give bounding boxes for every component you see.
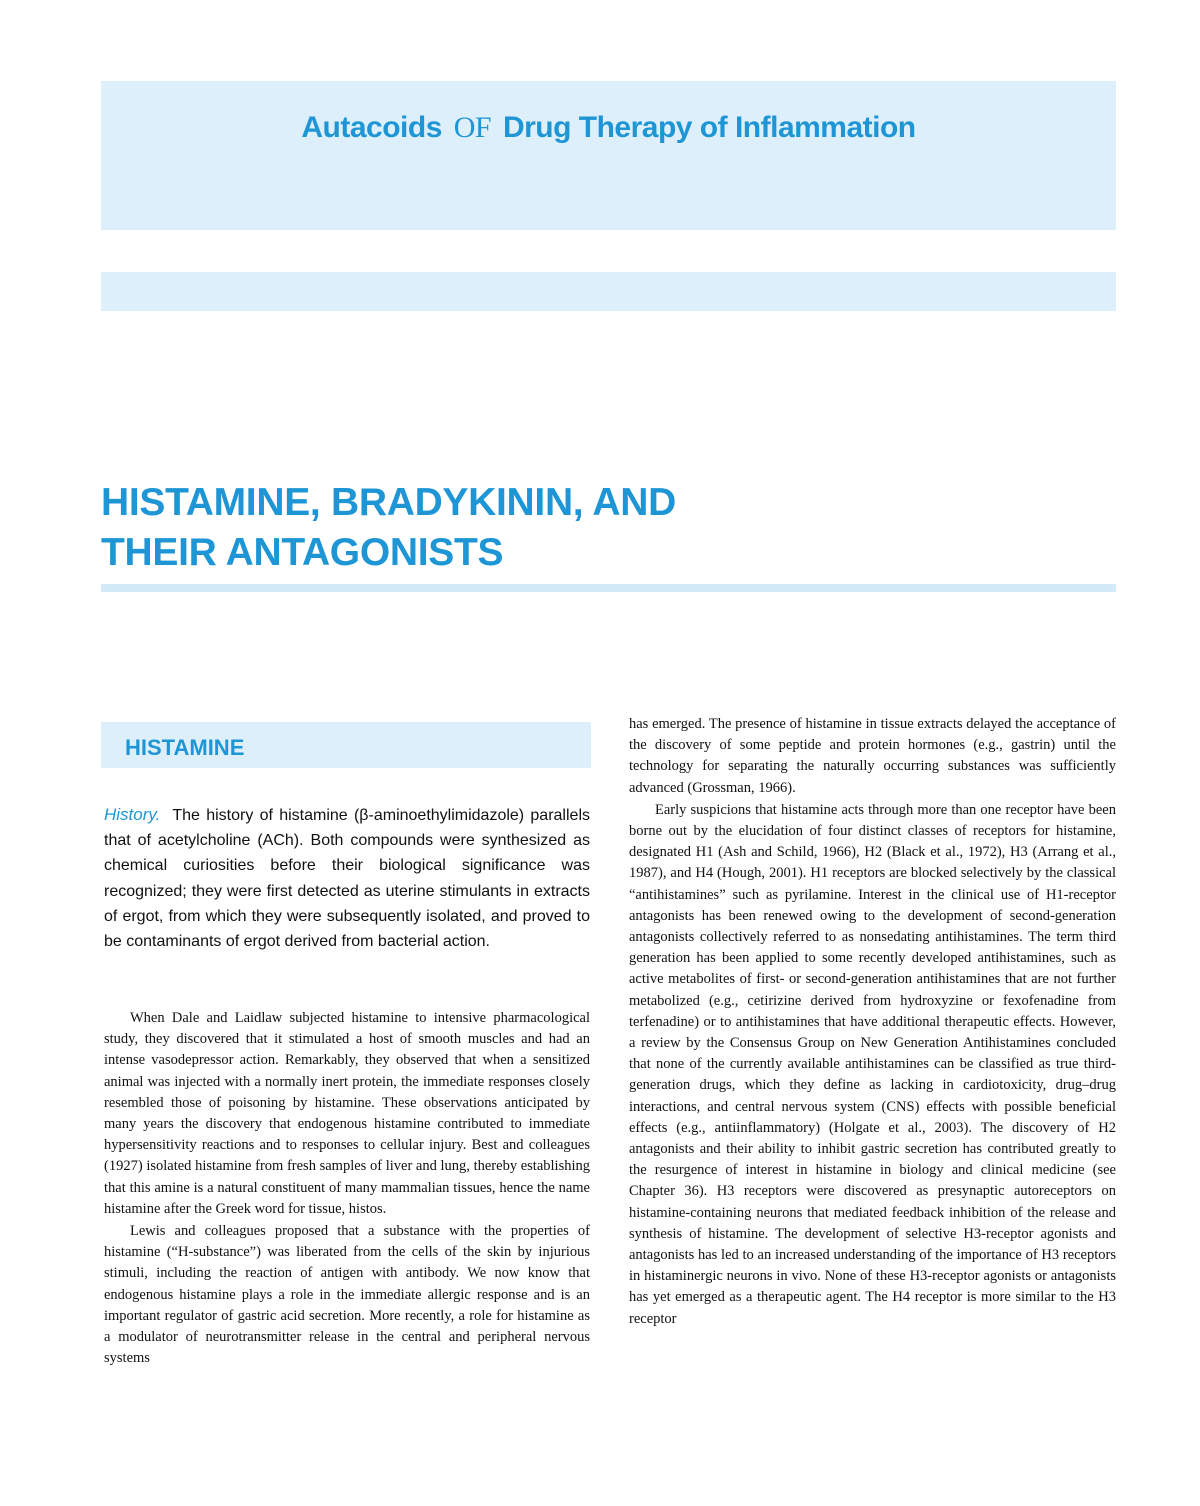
chapter-title	[101, 478, 1116, 578]
left-column-body	[104, 1008, 590, 1370]
decorative-band	[101, 272, 1116, 311]
part-title-a: Autacoids	[301, 111, 442, 144]
left-paragraph-2: Lewis and colleagues proposed that a substance with the properties of histamine (“H-substance”) was liberated from the cells of the skin by injurious stimuli, including the reaction of antigen with antibody. We now know that endogenous histamine plays a role in the immediate allergic response and is an important regulator of gastric acid secretion. More recently, a role for histamine as a modulator of neurotransmitter release in the central and peripheral nervous systems	[104, 1223, 590, 1367]
section-heading: HISTAMINE	[125, 735, 245, 760]
section-heading-bar	[101, 722, 591, 768]
part-title-b: Drug Therapy of Inflammation	[502, 111, 916, 144]
part-title	[101, 111, 1116, 145]
chapter-title-line-1: HISTAMINE, BRADYKININ, AND	[101, 481, 677, 524]
right-paragraph-1: has emerged. The presence of histamine in tissue extracts delayed the acceptance of the discovery of some peptide and protein hormones (e.g., gastrin) until the technology for separating the naturally occurring substances was sufficiently advanced (Grossman, 1966).	[629, 716, 1116, 796]
history-runin-heading: History.	[104, 805, 161, 824]
history-lead-text: The history of histamine (β-aminoethylimidazole) parallels that of acetylcholine (ACh). Both compounds were synthesized as chemical curiosities before their biological significance was recognized; they were first detected as uterine stimulants in extracts of ergot, from which they were subsequently isolated, and proved to be contaminants of ergot derived from bacterial action.	[104, 807, 590, 951]
chapter-rule	[101, 584, 1116, 592]
part-title-banner	[101, 81, 1116, 230]
chapter-title-line-2: THEIR ANTAGONISTS	[101, 531, 504, 574]
history-lead-paragraph	[104, 802, 590, 954]
left-paragraph-1: When Dale and Laidlaw subjected histamine to intensive pharmacological study, they discovered that it stimulated a host of smooth muscles and had an intense vasodepressor action. Remarkably, they observed that when a sensitized animal was injected with a normally inert protein, the immediate responses closely resembled those of poisoning by histamine. These observations anticipated by many years the discovery that endogenous histamine contributed to immediate hypersensitivity reactions and to responses to cellular injury. Best and colleagues (1927) isolated histamine from fresh samples of liver and lung, thereby establishing that this amine is a natural constituent of many mammalian tissues, hence the name histamine after the Greek word for tissue, histos.	[104, 1010, 590, 1217]
right-column-body	[629, 714, 1116, 1330]
part-title-joiner: OF	[453, 111, 492, 144]
right-paragraph-2: Early suspicions that histamine acts through more than one receptor have been borne out by the elucidation of four distinct classes of receptors for histamine, designated H1 (Ash and Schild, 1966), H2 (Black et al., 1972), H3 (Arrang et al., 1987), and H4 (Hough, 2001). H1 receptors are blocked selectively by the classical “antihistamines” such as pyrilamine. Interest in the clinical use of H1-receptor antagonists has been renewed owing to the development of second-generation antagonists collectively referred to as nonsedating antihistamines. The term third generation has been applied to some recently developed antihistamines, such as active metabolites of first- or second-generation antihistamines that are not further metabolized (e.g., cetirizine derived from hydroxyzine or fexofenadine from terfenadine) or to antihistamines that have additional therapeutic effects. However, a review by the Consensus Group on New Generation Antihistamines concluded that none of the currently available antihistamines can be classified as true third-generation drugs, which they define as lacking in cardiotoxicity, drug–drug interactions, and central nervous system (CNS) effects with possible beneficial effects (e.g., antiinflammatory) (Holgate et al., 2003). The discovery of H2 antagonists and their ability to inhibit gastric secretion has contributed greatly to the resurgence of interest in histamine in biology and clinical medicine (see Chapter 36). H3 receptors were discovered as presynaptic autoreceptors on histamine-containing neurons that mediated feedback inhibition of the release and synthesis of histamine. The development of selective H3-receptor agonists and antagonists has led to an increased understanding of the importance of H3 receptors in histaminergic neurons in vivo. None of these H3-receptor agonists or antagonists has yet emerged as a therapeutic agent. The H4 receptor is more similar to the H3 receptor	[629, 801, 1116, 1327]
